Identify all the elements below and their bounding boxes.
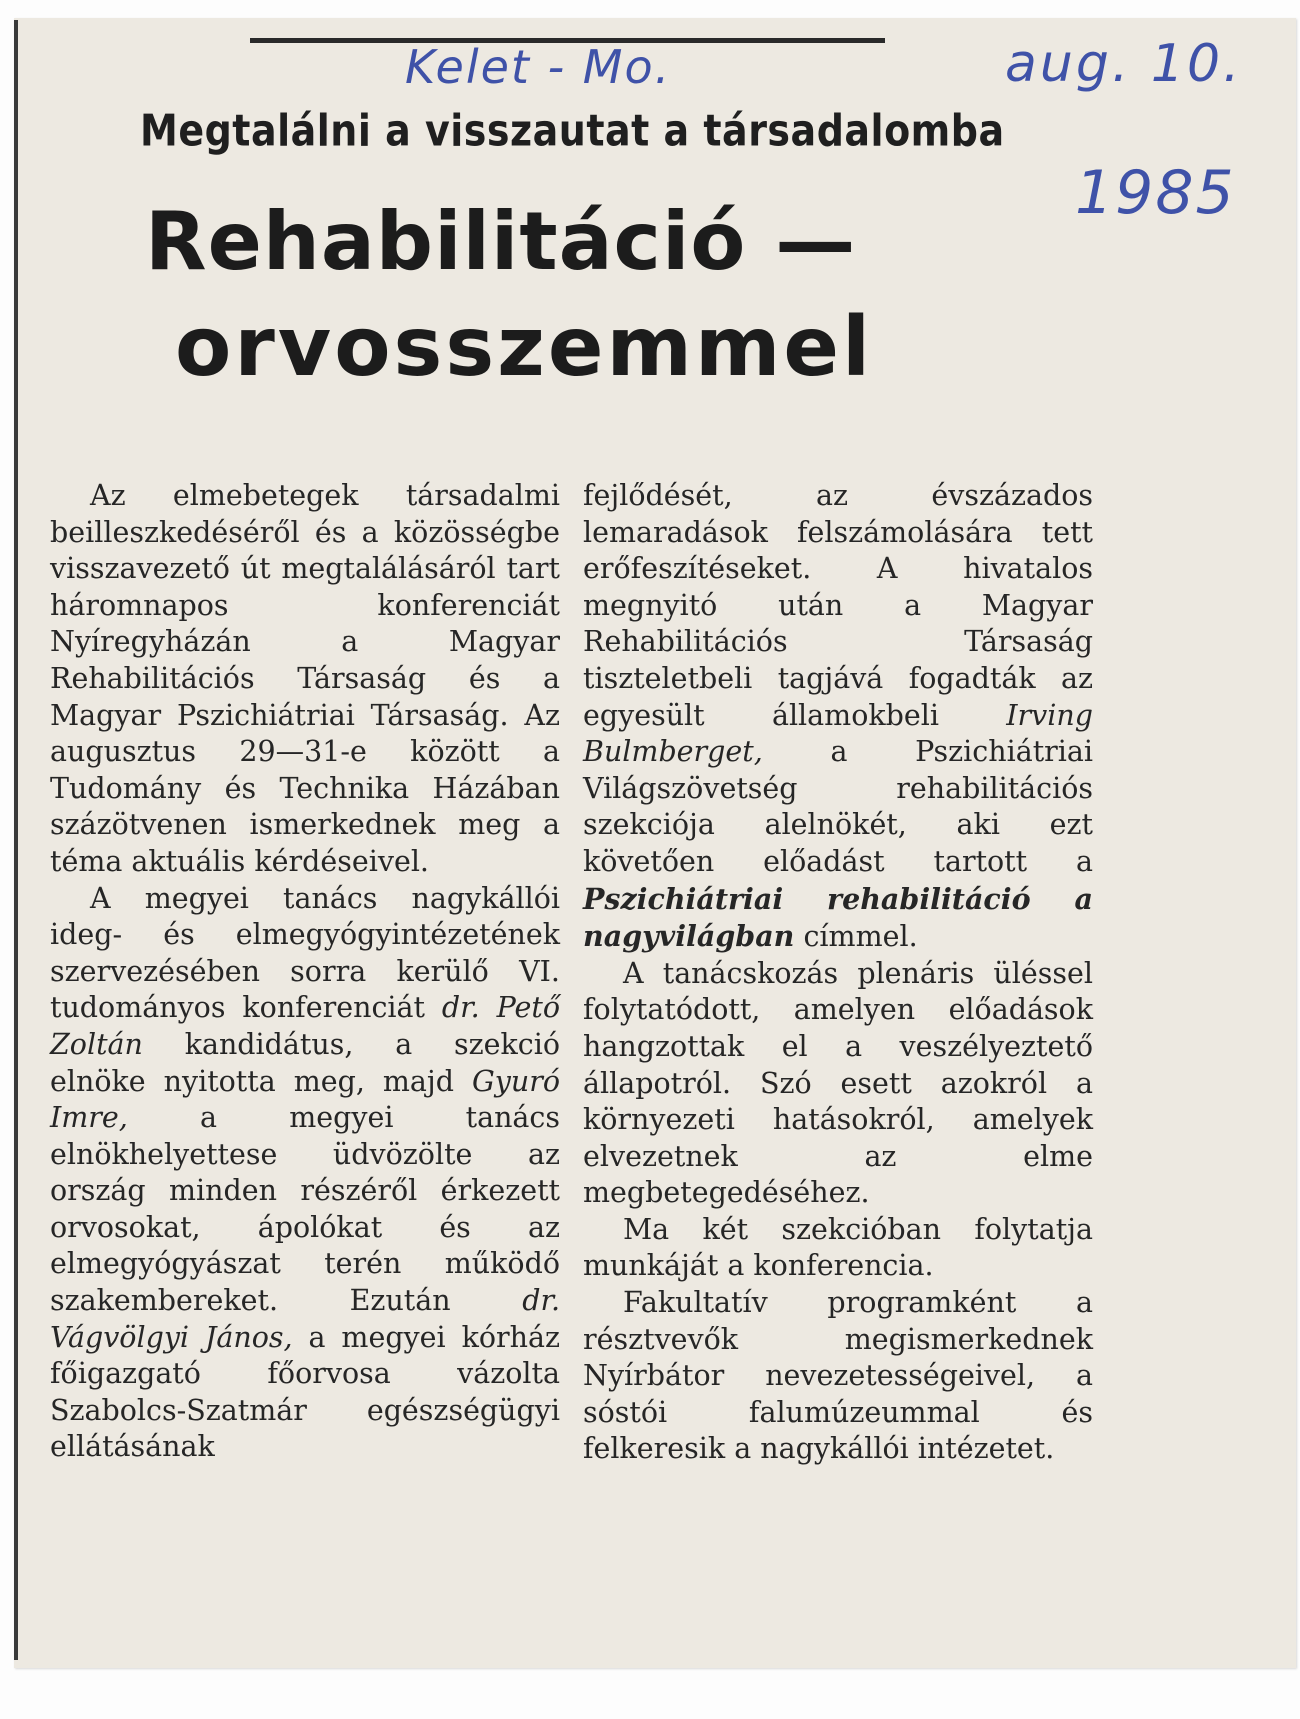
text-run: A megyei tanács nagykállói ideg- és elmegyógyintézetének szervezésében sorra kerülő VI. tudományos konferenciát <box>50 881 560 1025</box>
text-run: kandidátus, a szekció elnöke nyitotta meg, majd <box>50 1027 560 1098</box>
handwritten-date-note: aug. 10. <box>1005 34 1243 94</box>
bleed-through-texture <box>30 210 150 450</box>
text-run: a megyei tanács elnökhelyettese üdvözölte az ország minden részéről érkezett orvosokat, ápolókat és az elmegyógyászat terén működő szakembereket. Ezután <box>50 1101 560 1318</box>
article-column-1 <box>50 478 560 1466</box>
article-kicker: Megtalálni a visszautat a társadalomba <box>140 105 1005 156</box>
clipping-edge <box>14 20 18 1660</box>
text-run: a Pszichiátriai Világszövetség rehabilitációs szekciója alelnökét, aki ezt követően előadást tartott a <box>583 735 1093 878</box>
paragraph: A tanácskozás plenáris üléssel folytatódott, amelyen előadások hangzottak el a veszélyeztető állapotról. Szó esett azokról a környezeti hatásokról, amelyek elvezetnek az elme megbetegedéséhez. <box>583 956 1093 1210</box>
text-run: címmel. <box>794 920 918 954</box>
paragraph: Fakultatív programként a résztvevők megismerkednek Nyírbátor nevezetességeivel, a sóstói falumúzeummal és felkeresik a nagykállói intézetet. <box>583 1286 1093 1466</box>
paragraph <box>583 478 1093 956</box>
paragraph: Az elmebetegek társadalmi beilleszkedéséről és a közösségbe visszavezető út megtalálásáról tart háromnapos konferenciát Nyíregyházán a Magyar Rehabilitációs Társaság és a Magyar Pszichiátriai Társaság. Az augusztus 29—31-e között a Tudomány és Technika Házában százötvenen ismerkednek meg a téma aktuális kérdéseivel. <box>50 479 560 878</box>
paragraph <box>50 881 560 1467</box>
person-name: dr. Vágvölgyi János, <box>50 1284 560 1354</box>
lecture-title: Pszichiátriai rehabilitáció a nagyvilágban <box>583 881 1093 954</box>
headline-line-1: Rehabilitáció — <box>145 195 857 288</box>
headline-line-2: orvosszemmel <box>175 300 874 395</box>
text-run: fejlődését, az évszázados lemaradások felszámolására tett erőfeszítéseket. A hivatalos megnyitó után a Magyar Rehabilitációs Társaság tiszteletbeli tagjává fogadták az egyesült államokbeli <box>583 479 1093 732</box>
article-column-2 <box>583 478 1093 1468</box>
person-name: Gyuró Imre, <box>50 1064 560 1135</box>
paragraph: Ma két szekcióban folytatja munkáját a konferencia. <box>583 1212 1093 1283</box>
person-name: Irving Bulmberget, <box>583 698 1093 769</box>
handwritten-year-note: 1985 <box>1075 158 1236 228</box>
handwritten-source-note: Kelet - Mo. <box>405 40 672 94</box>
person-name: dr. Pető Zoltán <box>50 991 560 1061</box>
text-run: a megyei kórház főigazgató főorvosa vázolta Szabolcs-Szatmár egészségügyi ellátásának <box>50 1320 560 1464</box>
